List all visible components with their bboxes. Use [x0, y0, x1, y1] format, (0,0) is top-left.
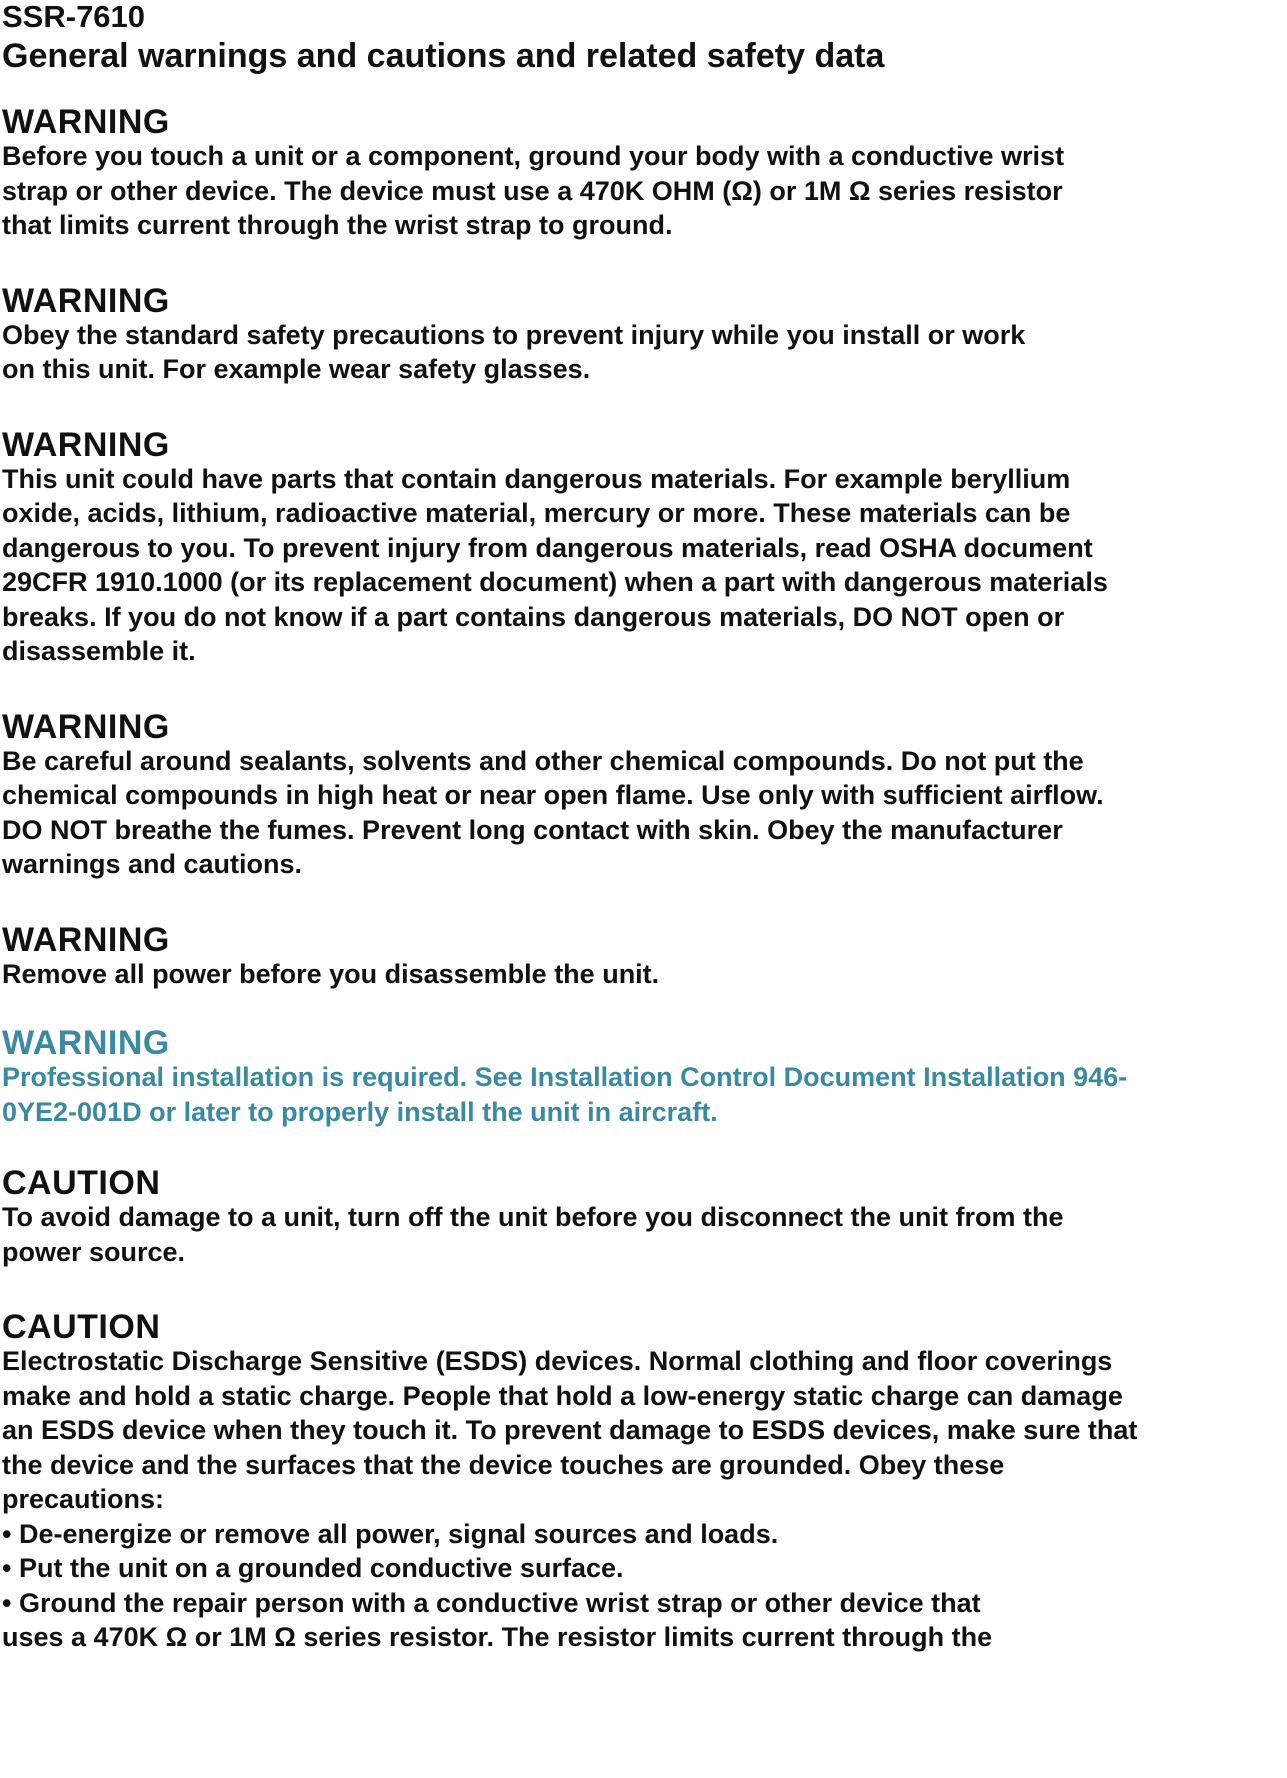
section-text-line: disassemble it. — [2, 636, 196, 666]
section-heading: WARNING — [2, 103, 170, 141]
warning-block-chemical-compounds — [2, 707, 1287, 882]
section-heading: WARNING — [2, 281, 170, 320]
document-model-number: SSR-7610 — [2, 0, 146, 34]
section-text-line: on this unit. For example wear safety glasses. — [2, 354, 591, 384]
section-text-line: To avoid damage to a unit, turn off the unit before you disconnect the unit from the — [2, 1202, 1064, 1232]
section-text-line: Remove all power before you disassemble the unit. — [2, 958, 660, 989]
section-text-line: Professional installation is required. See Installation Control Document Installation 946- — [2, 1062, 1128, 1092]
document-title: General warnings and cautions and related safety data — [2, 37, 885, 75]
warning-block-safety-precautions — [2, 281, 1287, 387]
section-text-line: warnings and cautions. — [2, 849, 303, 879]
section-heading: CAUTION — [2, 1308, 161, 1346]
section-text-line: Be careful around sealants, solvents and other chemical compounds. Do not put the — [2, 745, 1084, 776]
section-text-line: breaks. If you do not know if a part contains dangerous materials, DO NOT open or — [2, 601, 1065, 632]
section-text-line: This unit could have parts that contain dangerous materials. For example beryllium — [2, 463, 1071, 494]
section-text-line: strap or other device. The device must use a 470K OHM (Ω) or 1M Ω series resistor — [2, 175, 1063, 206]
warning-block-dangerous-materials — [2, 425, 1287, 669]
section-heading: CAUTION — [2, 1164, 161, 1202]
section-text-line: uses a 470K Ω or 1M Ω series resistor. The resistor limits current through the — [2, 1622, 993, 1652]
section-text-line: 0YE2-001D or later to properly install the unit in aircraft. — [2, 1096, 718, 1127]
bullet-item: • Put the unit on a grounded conductive surface. — [2, 1553, 624, 1583]
section-text-line: oxide, acids, lithium, radioactive material, mercury or more. These materials can be — [2, 498, 1071, 528]
warning-block-grounding — [2, 102, 1287, 243]
section-text-line: 29CFR 1910.1000 (or its replacement document) when a part with dangerous materials — [2, 567, 1108, 597]
section-text-line: precautions: — [2, 1484, 165, 1514]
section-text-line: that limits current through the wrist strap to ground. — [2, 210, 673, 240]
section-text-line: dangerous to you. To prevent injury from dangerous materials, read OSHA document — [2, 532, 1093, 563]
section-text-line: chemical compounds in high heat or near open flame. Use only with sufficient airflow. — [2, 780, 1104, 810]
section-heading: WARNING — [2, 707, 170, 746]
bullet-item: • Ground the repair person with a conductive wrist strap or other device that — [2, 1587, 981, 1618]
section-text-line: Obey the standard safety precautions to prevent injury while you install or work — [2, 319, 1026, 350]
section-text-line: power source. — [2, 1236, 186, 1267]
section-text-line: DO NOT breathe the fumes. Prevent long contact with skin. Obey the manufacturer — [2, 814, 1063, 845]
section-heading: WARNING — [2, 1024, 170, 1062]
bullet-item: • De-energize or remove all power, signal sources and loads. — [2, 1518, 779, 1549]
section-text-line: Before you touch a unit or a component, ground your body with a conductive wrist — [2, 141, 1065, 171]
section-text-line: an ESDS device when they touch it. To prevent damage to ESDS devices, make sure that — [2, 1415, 1138, 1445]
caution-block-disconnect-power — [2, 1163, 1287, 1269]
section-text-line: make and hold a static charge. People that hold a low-energy static charge can damage — [2, 1380, 1123, 1411]
caution-block-esds — [2, 1307, 1287, 1655]
section-heading: WARNING — [2, 425, 170, 464]
warning-block-professional-installation — [2, 1023, 1287, 1129]
section-heading: WARNING — [2, 920, 170, 959]
section-text-line: the device and the surfaces that the device touches are grounded. Obey these — [2, 1449, 1005, 1480]
warning-block-remove-power — [2, 920, 1287, 992]
section-text-line: Electrostatic Discharge Sensitive (ESDS) devices. Normal clothing and floor coverings — [2, 1346, 1113, 1376]
